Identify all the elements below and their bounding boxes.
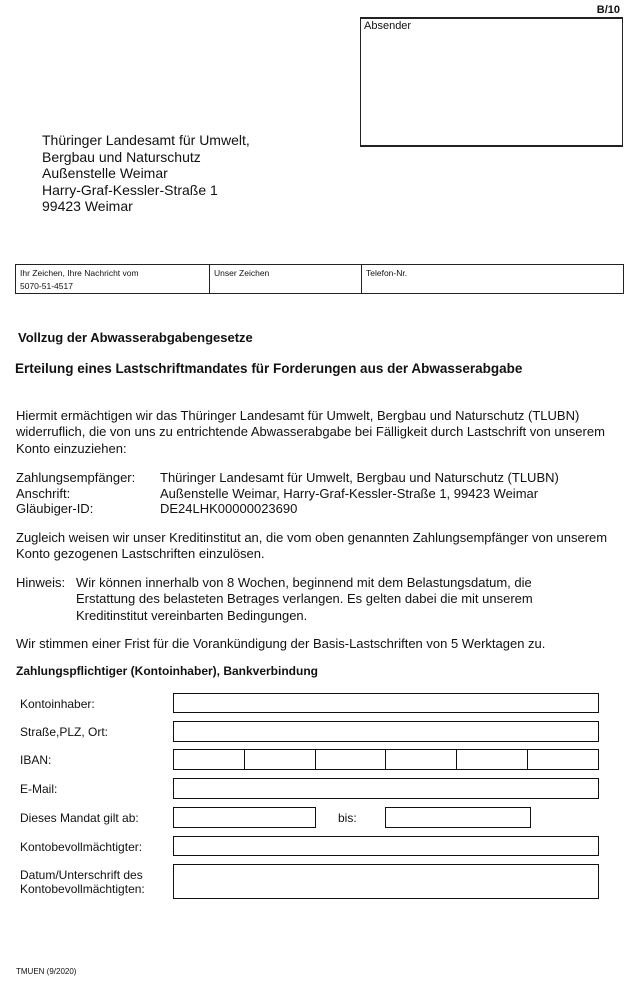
reference-table [15, 264, 624, 294]
signature-label-line1: Datum/Unterschrift des [20, 868, 143, 882]
our-reference-label: Unser Zeichen [214, 268, 270, 278]
heading-title: Erteilung eines Lastschriftmandates für Forderungen aus der Abwasserabgabe [15, 361, 523, 376]
payee-key: Zahlungsempfänger: [16, 470, 136, 485]
footer-form-version: TMUEN (9/2020) [16, 967, 77, 976]
your-reference-value: 5070-51-4517 [20, 281, 73, 291]
iban-segment-6[interactable] [527, 750, 598, 769]
iban-segment-5[interactable] [456, 750, 527, 769]
iban-segment-2[interactable] [244, 750, 315, 769]
payee-row [16, 470, 559, 486]
valid-from-label: Dieses Mandat gilt ab: [20, 811, 139, 825]
sender-box[interactable] [360, 17, 623, 147]
note-label: Hinweis: [16, 575, 66, 590]
our-reference-cell[interactable] [209, 265, 361, 293]
payee-details [16, 470, 559, 517]
street-label: Straße,PLZ, Ort: [20, 725, 109, 739]
phone-cell[interactable] [361, 265, 623, 293]
account-holder-label: Kontoinhaber: [20, 697, 95, 711]
address-line: Harry-Graf-Kessler-Straße 1 [42, 181, 218, 198]
sender-label: Absender [364, 20, 412, 32]
iban-segment-1[interactable] [174, 750, 244, 769]
payee-row [16, 486, 559, 502]
iban-segment-4[interactable] [385, 750, 456, 769]
address-line: Bergbau und Naturschutz [42, 148, 201, 165]
payee-value: Außenstelle Weimar, Harry-Graf-Kessler-Straße 1, 99423 Weimar [160, 485, 539, 501]
account-holder-input[interactable] [173, 693, 599, 713]
iban-label: IBAN: [20, 753, 52, 767]
email-label: E-Mail: [20, 782, 58, 796]
signature-label [20, 868, 145, 896]
phone-label: Telefon-Nr. [366, 268, 408, 278]
note-text: Wir können innerhalb von 8 Wochen, beginnend mit dem Belastungsdatum, die Erstattung des belasteten Betrages verlangen. Es gelten dabei die mit unserem Kreditinstitut vereinbarten Bedingungen. [76, 575, 533, 623]
payee-value: Thüringer Landesamt für Umwelt, Bergbau und Naturschutz (TLUBN) [160, 470, 559, 485]
your-reference-cell[interactable] [16, 265, 209, 293]
payee-value: DE24LHK00000023690 [160, 501, 298, 516]
signature-input[interactable] [173, 864, 599, 899]
intro-paragraph: Hiermit ermächtigen wir das Thüringer Landesamt für Umwelt, Bergbau und Naturschutz (TLUBN) widerruflich, die von uns zu entrichtende Abwasserabgabe bei Fälligkeit durch Lastschrift von unserem Konto einzuziehen: [16, 408, 605, 456]
iban-input-group [173, 749, 599, 770]
heading-subject: Vollzug der Abwasserabgabengesetze [18, 330, 253, 345]
payee-row [16, 501, 559, 517]
valid-to-input[interactable] [385, 807, 531, 828]
section-title: Zahlungspflichtiger (Kontoinhaber), Bankverbindung [16, 664, 318, 678]
payee-key: Anschrift: [16, 485, 71, 501]
iban-segment-3[interactable] [315, 750, 386, 769]
valid-from-input[interactable] [173, 807, 316, 828]
address-line: Thüringer Landesamt für Umwelt, [42, 132, 250, 148]
note [16, 575, 566, 624]
street-input[interactable] [173, 721, 599, 742]
notice-period: Wir stimmen einer Frist für die Vorankündigung der Basis-Lastschriften von 5 Werktagen zu. [16, 636, 546, 651]
recipient-address [42, 132, 250, 215]
signature-label-line2: Kontobevollmächtigten: [20, 882, 145, 896]
authorized-label: Kontobevollmächtigter: [20, 840, 143, 854]
payee-key: Gläubiger-ID: [16, 501, 94, 516]
bank-instruction: Zugleich weisen wir unser Kreditinstitut an, die vom oben genannten Zahlungsempfänger von unserem Konto gezogenen Lastschriften einzulösen. [16, 530, 608, 562]
your-reference-label: Ihr Zeichen, Ihre Nachricht vom [20, 268, 139, 278]
valid-to-label: bis: [338, 811, 357, 825]
address-line: Außenstelle Weimar [42, 165, 168, 181]
address-line: 99423 Weimar [42, 198, 133, 214]
email-input[interactable] [173, 778, 599, 799]
authorized-input[interactable] [173, 836, 599, 856]
form-id: B/10 [596, 4, 620, 16]
